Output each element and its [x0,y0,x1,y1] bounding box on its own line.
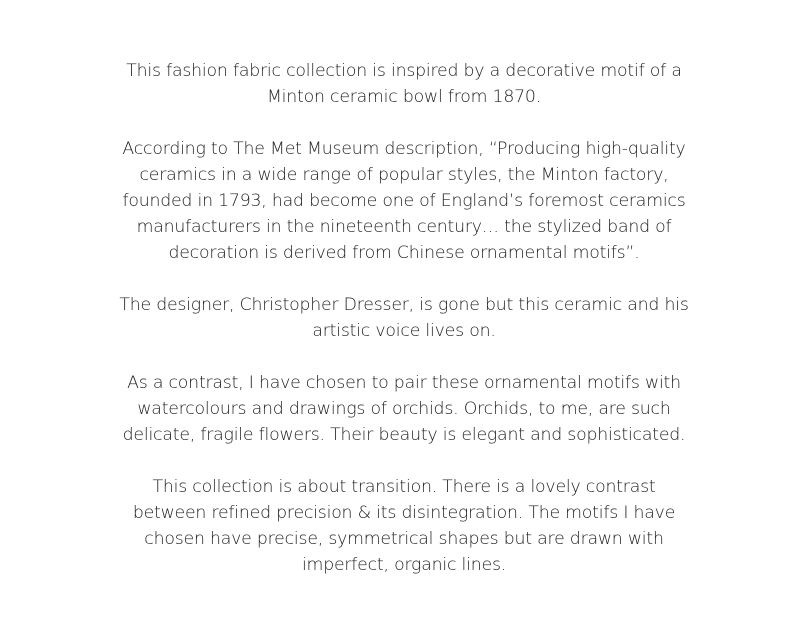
paragraph-transition: This collection is about transition. There is a lovely contrast between refined precision & its disintegration. The motifs I have chosen have precise, symmetrical shapes but are drawn with imperfect, organic lines. [132,477,676,575]
paragraph-designer: The designer, Christopher Dresser, is gone but this ceramic and his artistic voice lives on. [119,295,689,341]
paragraph-orchids: As a contrast, I have chosen to pair these ornamental motifs with watercolours and drawings of orchids. Orchids, to me, are such delicate, fragile flowers. Their beauty is elegant and sophisticated. [122,373,686,445]
paragraph-inspiration: This fashion fabric collection is inspired by a decorative motif of a Minton ceramic bowl from 1870. [126,61,682,107]
paragraph-met-quote: According to The Met Museum description, “Producing high-quality ceramics in a wide range of popular styles, the Minton factory, founded in 1793, had become one of England’s foremost ceramics manufacturers in the nineteenth century… the stylized band of decoration is derived from Chinese ornamental motifs”. [122,139,686,263]
collection-description [115,58,693,578]
